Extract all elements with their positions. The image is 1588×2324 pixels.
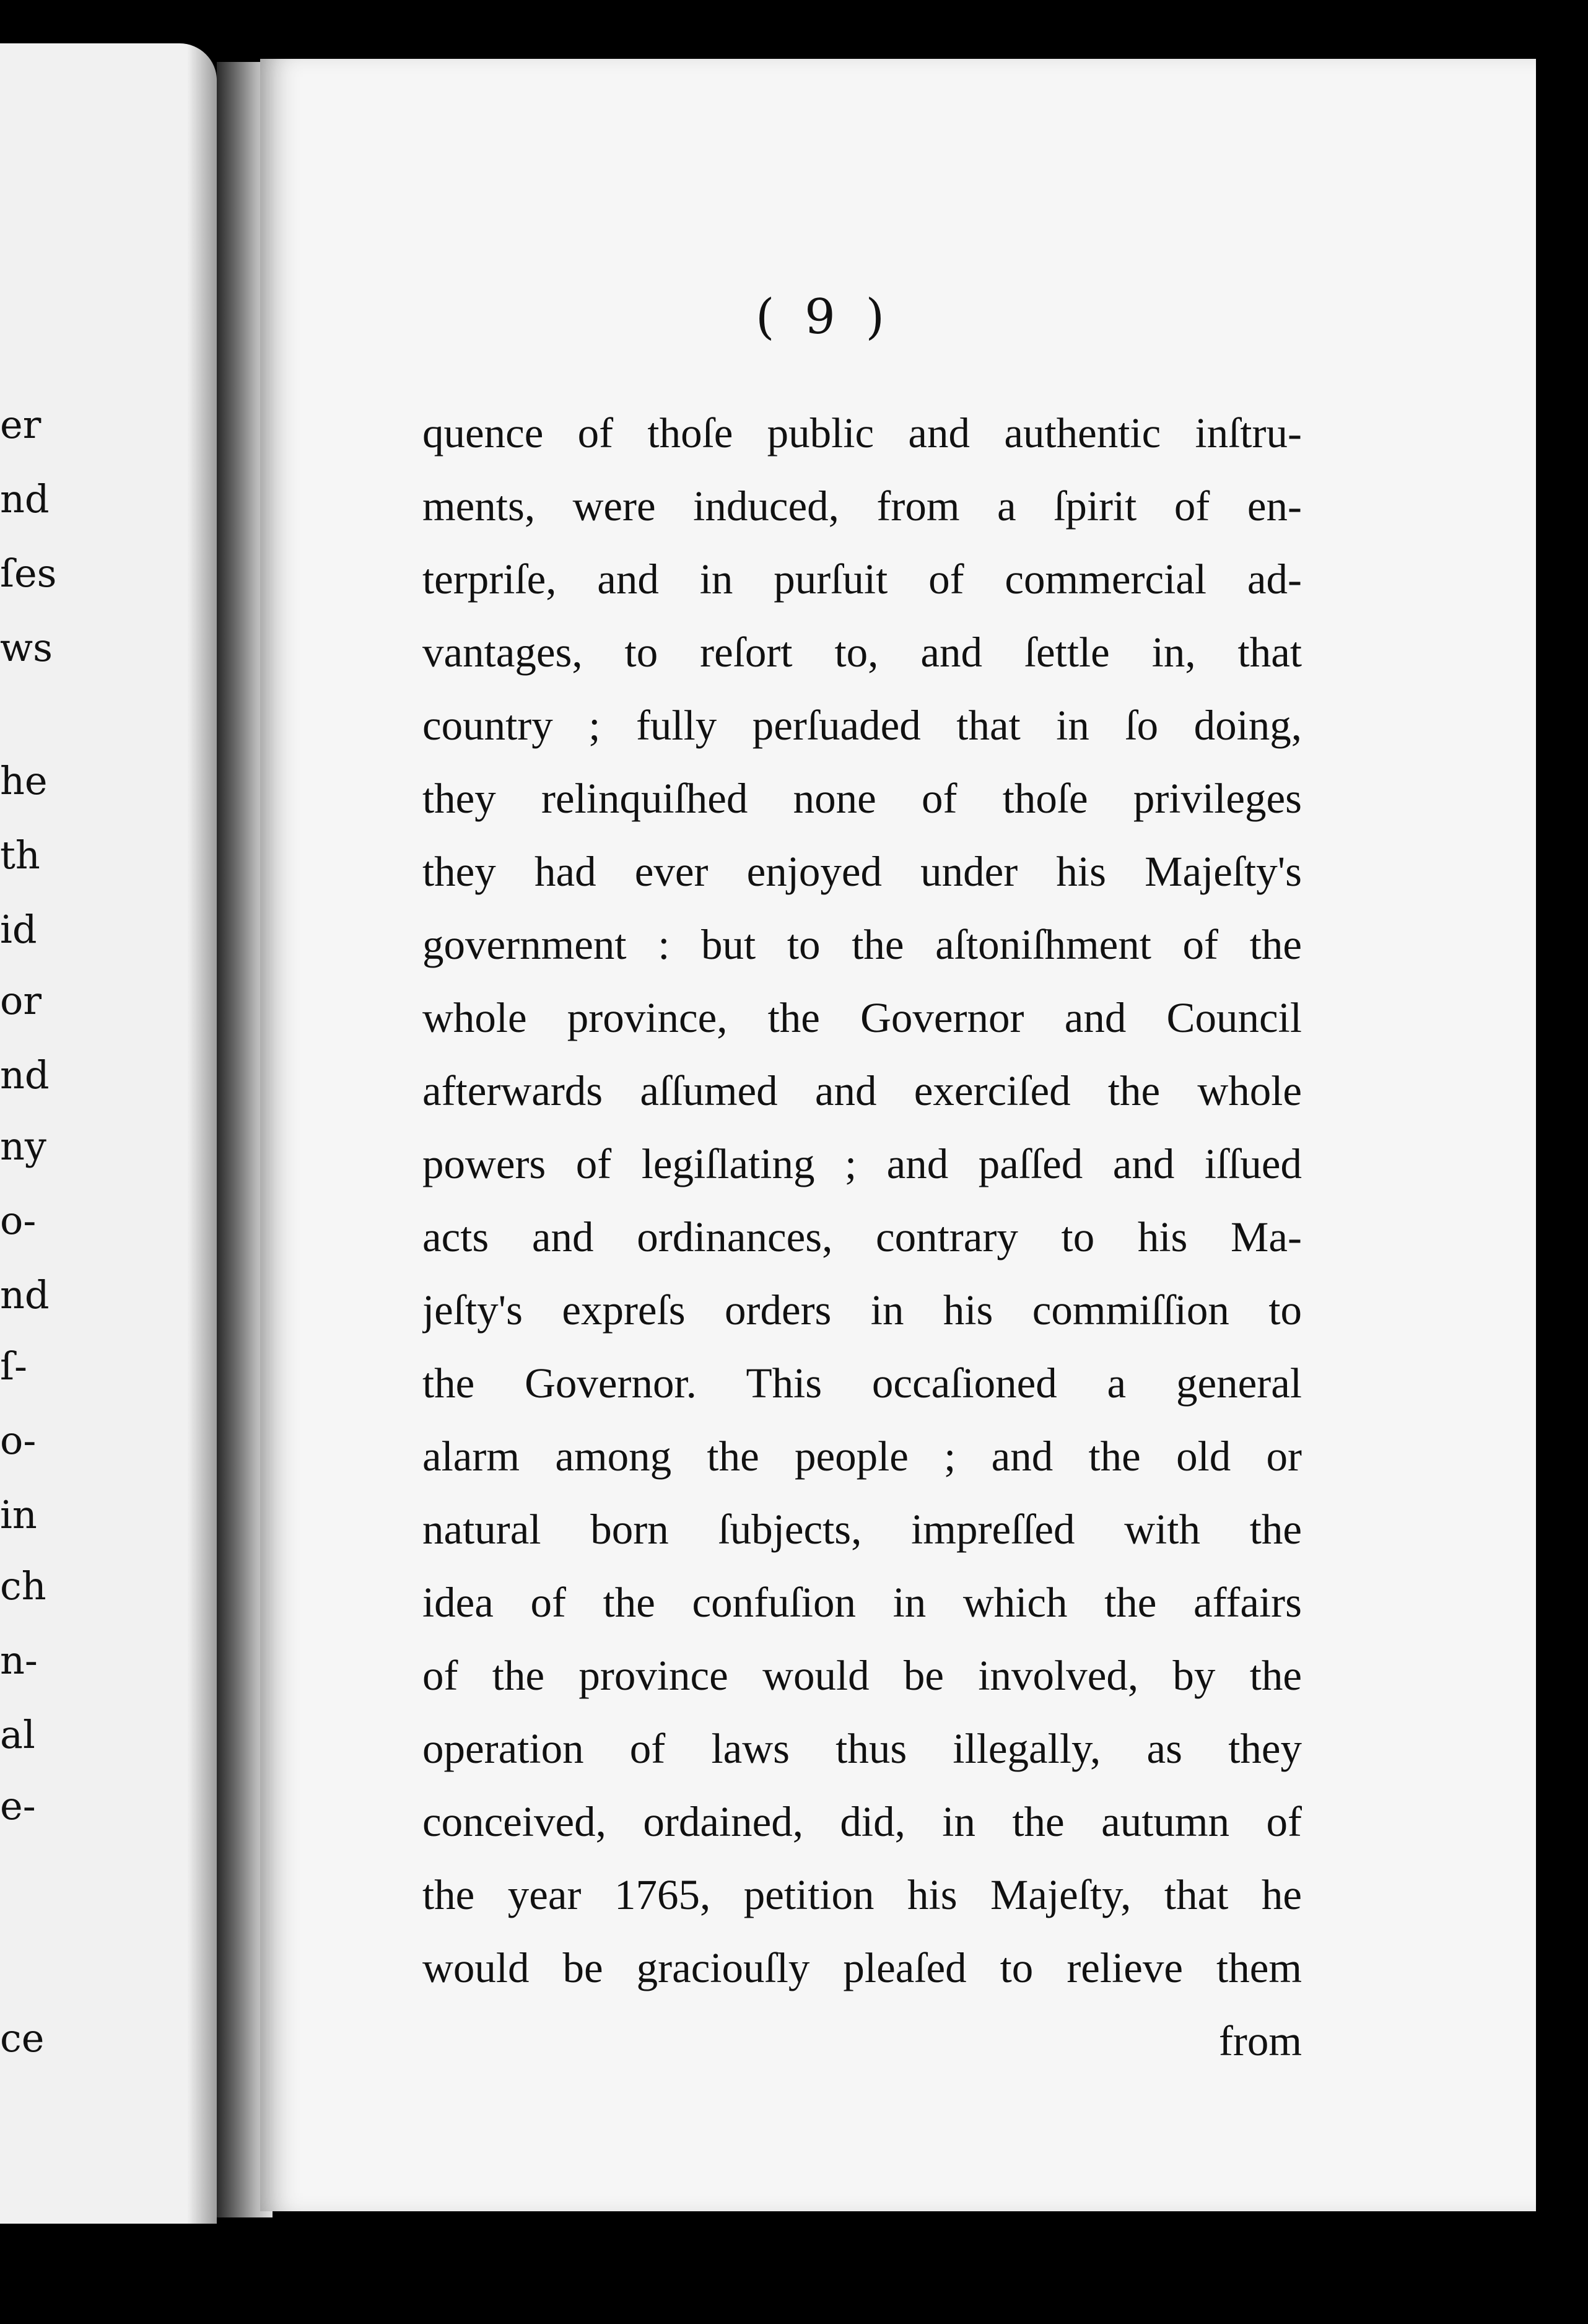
text-line: they had ever enjoyed under his Majeſty's [422, 848, 1302, 895]
page-number: ( 9 ) [755, 289, 892, 345]
text-line: alarm among the people ; and the old or [422, 1433, 1302, 1480]
left-page-shadow [187, 43, 217, 2224]
left-page-fragment: o- [0, 1418, 37, 1463]
left-page-fragment: nd [0, 1052, 50, 1098]
left-page-fragment: he [0, 758, 48, 803]
text-line: government : but to the aſtoniſhment of the [422, 921, 1302, 968]
text-line: conceived, ordained, did, in the autumn of [422, 1798, 1302, 1845]
text-line: acts and ordinances, contrary to his Ma- [422, 1213, 1302, 1260]
text-line: powers of legiſlating ; and paſſed and iſſued [422, 1140, 1302, 1187]
text-line: idea of the confuſion in which the affairs [422, 1579, 1302, 1626]
left-page-fragment: al [0, 1712, 35, 1757]
text-line: natural born ſubjects, impreſſed with the [422, 1506, 1302, 1553]
body-text [422, 396, 1302, 2077]
text-line: would be graciouſly pleaſed to relieve them [422, 1944, 1302, 1991]
previous-page-edge [0, 43, 217, 2224]
left-page-fragment: nd [0, 476, 50, 522]
text-line: vantages, to reſort to, and ſettle in, that [422, 629, 1302, 676]
text-line: quence of thoſe public and authentic inſtru- [422, 409, 1302, 456]
left-page-fragment: in [0, 1492, 37, 1537]
text-line: operation of laws thus illegally, as they [422, 1725, 1302, 1772]
left-page-fragment: ws [0, 625, 53, 670]
text-line: terpriſe, and in purſuit of commercial ad- [422, 556, 1302, 603]
left-page-fragment: ce [0, 2016, 45, 2061]
left-page-fragment: n- [0, 1638, 38, 1683]
left-page-fragment: ſes [0, 551, 57, 596]
left-page-fragment: e- [0, 1783, 36, 1828]
text-line: afterwards aſſumed and exerciſed the whole [422, 1067, 1302, 1114]
text-line: the Governor. This occaſioned a general [422, 1360, 1302, 1407]
left-page-fragment: ny [0, 1124, 46, 1169]
current-page [260, 59, 1536, 2211]
text-line: the year 1765, petition his Majeſty, that he [422, 1871, 1302, 1918]
text-line: ments, were induced, from a ſpirit of en- [422, 483, 1302, 530]
text-line: of the province would be involved, by the [422, 1652, 1302, 1699]
left-page-fragment: or [0, 978, 41, 1023]
text-line: country ; fully perſuaded that in ſo doing, [422, 702, 1302, 749]
left-page-fragment: id [0, 907, 37, 952]
left-page-fragment: nd [0, 1272, 50, 1317]
left-page-fragment: ſ- [0, 1343, 27, 1389]
left-page-fragment: o- [0, 1198, 37, 1243]
left-page-fragment: th [0, 832, 40, 878]
left-page-fragment: ch [0, 1563, 46, 1609]
text-line: whole province, the Governor and Council [422, 994, 1302, 1041]
text-line: jeſty's expreſs orders in his commiſſion to [422, 1286, 1302, 1334]
catchword: from [1218, 2017, 1302, 2064]
left-page-fragment: er [0, 402, 41, 447]
text-line: they relinquiſhed none of thoſe privileges [422, 775, 1302, 822]
